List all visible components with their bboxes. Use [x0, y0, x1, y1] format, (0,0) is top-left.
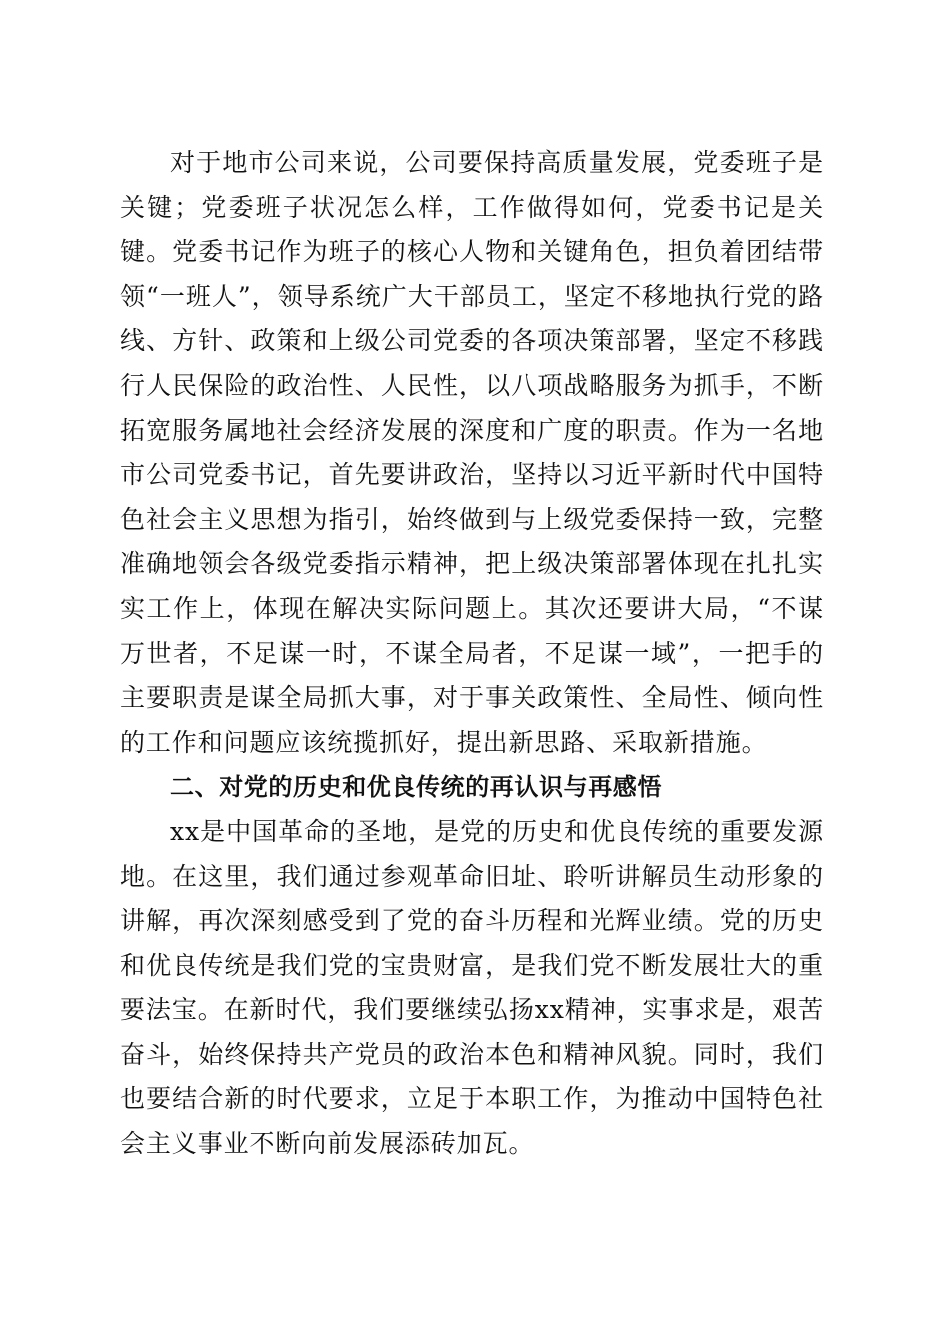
- paragraph-party-history: xx是中国革命的圣地，是党的历史和优良传统的重要发源地。在这里，我们通过参观革命旧址、聆听讲解员生动形象的讲解，再次深刻感受到了党的奋斗历程和光辉业绩。党的历史和优良传统是我们党的宝贵财富，是我们党不断发展壮大的重要法宝。在新时代，我们要继续弘扬xx精神，实事求是，艰苦奋斗，始终保持共产党员的政治本色和精神风貌。同时，我们也要结合新的时代要求，立足于本职工作，为推动中国特色社会主义事业不断向前发展添砖加瓦。: [120, 816, 824, 1159]
- section-heading-2: 二、对党的历史和优良传统的再认识与再感悟: [170, 773, 662, 802]
- document-body: [120, 141, 824, 1167]
- paragraph-party-secretary-role: 对于地市公司来说，公司要保持高质量发展，党委班子是关键；党委班子状况怎么样，工作做得如何，党委书记是关键。党委书记作为班子的核心人物和关键角色，担负着团结带领“一班人”，领导系统广大干部员工，坚定不移地执行党的路线、方针、政策和上级公司党委的各项决策部署，坚定不移践行人民保险的政治性、人民性，以八项战略服务为抓手，不断拓宽服务属地社会经济发展的深度和广度的职责。作为一名地市公司党委书记，首先要讲政治，坚持以习近平新时代中国特色社会主义思想为指引，始终做到与上级党委保持一致，完整准确地领会各级党委指示精神，把上级决策部署体现在扎扎实实工作上，体现在解决实际问题上。其次还要讲大局，“不谋万世者，不足谋一时，不谋全局者，不足谋一域”，一把手的主要职责是谋全局抓大事，对于事关政策性、全局性、倾向性的工作和问题应该统揽抓好，提出新思路、采取新措施。: [120, 148, 824, 757]
